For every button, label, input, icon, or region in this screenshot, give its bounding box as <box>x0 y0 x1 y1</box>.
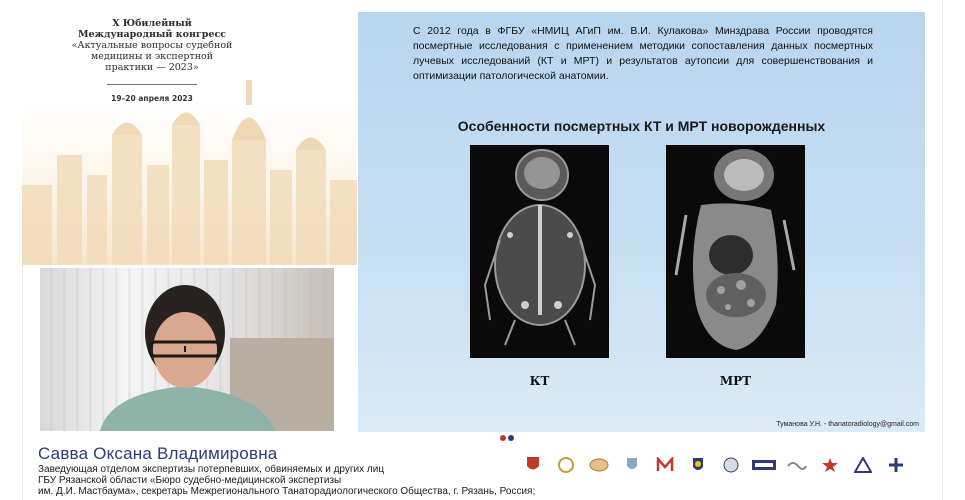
slide-intro-text: С 2012 года в ФГБУ «НМИЦ АГиП им. В.И. Кулакова» Минздрава России проводятся посмертные исследования с применением методики сопоставления данных посмертных лучевых исследований (КТ и МРТ) и результатов аутопсии для совершенствования и оптимизации патологической анатомии. <box>413 25 873 82</box>
mri-label: МРТ <box>719 374 752 388</box>
congress-title-line: медицины и экспертной <box>90 51 214 62</box>
slide-footer-author: Туманова У.Н. - thanatoradiology@gmail.com <box>776 421 919 428</box>
slide-heading: Особенности посмертных КТ и МРТ новорожденных <box>457 118 826 134</box>
congress-dates: 19–20 апреля 2023 <box>111 94 193 103</box>
congress-title-line: Международный конгресс <box>77 29 227 40</box>
text-logo <box>751 456 777 474</box>
divider <box>107 84 197 85</box>
speaker-affiliation: им. Д.И. Мастбаума», секретарь Межрегионального Танаторадиологического Общества, г. Рязань, Россия; <box>38 486 536 497</box>
round-seal-logo <box>553 456 579 474</box>
coat-of-arms-logo <box>520 456 546 474</box>
cross-logo <box>883 456 909 474</box>
triangle-logo <box>850 456 876 474</box>
emblem-logo <box>685 456 711 474</box>
circle-logo <box>718 456 744 474</box>
mri-scan-image <box>666 145 805 358</box>
congress-title <box>62 18 242 73</box>
congress-title-line: X Юбилейный <box>112 18 192 29</box>
speaker-organization: ГБУ Рязанской области «Бюро судебно-медицинской экспертизы <box>38 475 342 486</box>
slide-indicator-dots <box>498 434 518 442</box>
m-logo <box>652 456 678 474</box>
star-logo <box>817 456 843 474</box>
congress-banner <box>22 0 357 265</box>
partner-logos <box>520 455 920 475</box>
speaker-name: Савва Оксана Владимировна <box>38 444 278 463</box>
speaker-position: Заведующая отделом экспертизы потерпевших, обвиняемых и других лиц <box>38 464 385 475</box>
swirl-logo <box>784 456 810 474</box>
shield-logo <box>619 456 645 474</box>
congress-title-line: практики — 2023» <box>105 62 199 73</box>
ct-scan-image <box>470 145 609 358</box>
speaker-figure <box>40 268 334 431</box>
speaker-webcam-video <box>40 268 334 431</box>
presentation-slide <box>358 12 925 432</box>
ct-label: КТ <box>529 374 550 388</box>
oval-logo <box>586 456 612 474</box>
congress-title-line: «Актуальные вопросы судебной <box>71 40 233 51</box>
